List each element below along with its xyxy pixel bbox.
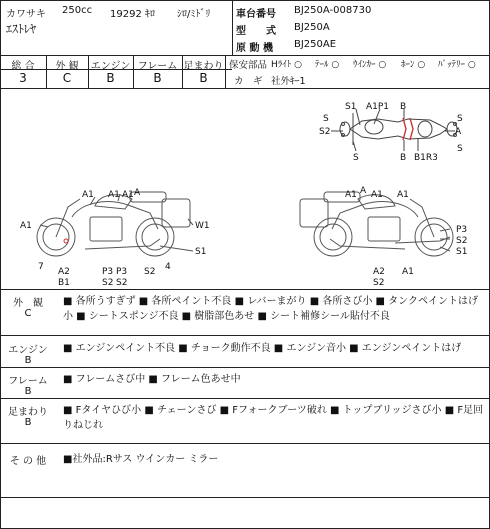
row-divider-2 (0, 367, 490, 368)
left-label-7: 7 (38, 262, 44, 272)
right-view-bike (300, 192, 453, 256)
equip-taillight: ﾃｰﾙ ○ (315, 60, 340, 70)
row-divider-1 (0, 335, 490, 336)
left-view-bike (37, 192, 193, 256)
left-label-s2-1: S2 (102, 278, 114, 288)
row-engine-text: ■ エンジンペイント不良 ■ チョーク動作不良 ■ エンジン音小 ■ エンジンペイントはげ (63, 343, 462, 354)
top-view-bike (331, 109, 457, 151)
frame-no: BJ250A-008730 (294, 5, 372, 16)
equip-horn: ﾎｰﾝ ○ (401, 60, 426, 70)
left-label-s1: S1 (195, 247, 207, 257)
grade-engine: B (106, 71, 115, 85)
engine-code: BJ250AE (294, 39, 337, 50)
right-label-a1-bottom: A1 (402, 267, 414, 277)
grade-exterior: C (62, 71, 72, 85)
row-suspension-text: ■ Fタイヤひび小 ■ チェーンさび ■ Fフォークブーツ破れ ■ トップブリッジさび小 ■ F足回りねじれ (63, 405, 484, 431)
left-label-4: 4 (165, 262, 171, 272)
top-label-s1: S1 (345, 102, 357, 112)
equip-battery: ﾊﾞｯﾃﾘｰ ○ (438, 60, 476, 70)
header-divider (232, 0, 233, 55)
top-label-s-bottom: S (353, 153, 359, 163)
model-name: ｴｽﾄﾚﾔ (6, 22, 37, 36)
top-label-b1r3: B1R3 (414, 153, 438, 163)
row-exterior-label: 外 観 (13, 298, 43, 309)
top-label-s-right: S (457, 114, 463, 124)
equip-headlight: Hﾗｲﾄ ○ (271, 60, 302, 70)
left-label-a1-2: A1 (108, 190, 120, 200)
right-label-p3: P3 (456, 225, 468, 235)
left-label-p3-1: P3 (102, 267, 114, 277)
right-label-a1-3: A1 (397, 190, 409, 200)
equipment-label: 保安部品 (229, 60, 268, 71)
row-exterior-grade: C (24, 308, 32, 319)
top-label-s-left: S (323, 114, 329, 124)
equip-winker: ｳｲﾝｶｰ ○ (353, 60, 387, 70)
top-label-a: A (455, 127, 462, 137)
damage-diagram (0, 89, 490, 289)
right-label-a1-2: A1 (371, 190, 383, 200)
grade-suspension: B (199, 71, 208, 85)
row-divider-3 (0, 398, 490, 399)
top-label-b1: B (400, 102, 407, 112)
row-engine-grade: B (24, 355, 32, 366)
color: ｼﾛ/ﾐﾄﾞﾘ (177, 9, 211, 20)
right-label-a: A (360, 186, 367, 196)
grade-header-exterior: 外 観 (55, 61, 79, 72)
grade-col-5 (225, 55, 226, 88)
left-label-a2: A2 (58, 267, 70, 277)
grade-header-total: 総 合 (11, 61, 35, 72)
row-other-label: そ の 他 (9, 456, 47, 467)
row-divider-5 (0, 497, 490, 498)
left-label-w1: W1 (195, 221, 210, 231)
left-label-s2-2: S2 (116, 278, 128, 288)
diagram-bottom (0, 289, 490, 290)
grade-header-suspension: 足まわり (183, 61, 224, 72)
right-label-s1: S1 (456, 247, 468, 257)
model-code: BJ250A (294, 22, 330, 33)
row-frame-label: フレーム (8, 376, 48, 387)
frame-no-label: 車台番号 (236, 9, 276, 20)
top-label-s-right-bottom: S (457, 144, 463, 154)
left-label-a1-front: A1 (20, 221, 32, 231)
left-label-s2-3: S2 (144, 267, 156, 277)
left-label-a1-1: A1 (82, 190, 94, 200)
engine-label: 原 動 機 (236, 43, 273, 54)
row-divider-4 (0, 443, 490, 444)
top-label-s2: S2 (319, 127, 331, 137)
row-frame-grade: B (24, 386, 32, 397)
row-suspension-label: 足まわり (8, 407, 48, 418)
left-label-a: A (134, 188, 141, 198)
grade-total: 3 (19, 71, 27, 85)
mileage: 19292 ｷﾛ (110, 9, 155, 20)
key-label: カ ギ (234, 76, 263, 87)
top-label-b2: B (400, 153, 407, 163)
grade-header-engine: エンジン (90, 61, 131, 72)
grade-frame: B (153, 71, 162, 85)
right-label-s2: S2 (456, 236, 468, 246)
top-label-a1p1: A1P1 (366, 102, 390, 112)
maker: カワサキ (6, 9, 46, 20)
row-exterior-text: ■ 各所うすぎず ■ 各所ペイント不良 ■ レバーまがり ■ 各所さび小 ■ タンクペイントはげ小 ■ シートスポンジ不良 ■ 樹脂部色あせ ■ シート補修シール貼付不良 (63, 296, 478, 322)
row-suspension-grade: B (24, 417, 32, 428)
key-value: 社外ｷｰ1 (271, 76, 306, 87)
left-label-p3-2: P3 (116, 267, 128, 277)
header-bottom (0, 55, 490, 56)
left-label-a1-3: A1 (122, 190, 134, 200)
right-label-s2-bottom: S2 (373, 278, 385, 288)
right-label-a2: A2 (373, 267, 385, 277)
model-label: 型 式 (236, 26, 276, 37)
row-frame-text: ■ フレームさび中 ■ フレーム色あせ中 (63, 374, 241, 385)
grade-header-frame: フレーム (137, 61, 178, 72)
displacement: 250cc (62, 5, 93, 16)
right-label-a1-1: A1 (345, 190, 357, 200)
border-top (0, 0, 490, 1)
left-label-b1: B1 (58, 278, 70, 288)
row-engine-label: エンジン (8, 345, 48, 356)
row-other-text: ■社外品:Rサス ウインカー ミラー (63, 454, 219, 465)
